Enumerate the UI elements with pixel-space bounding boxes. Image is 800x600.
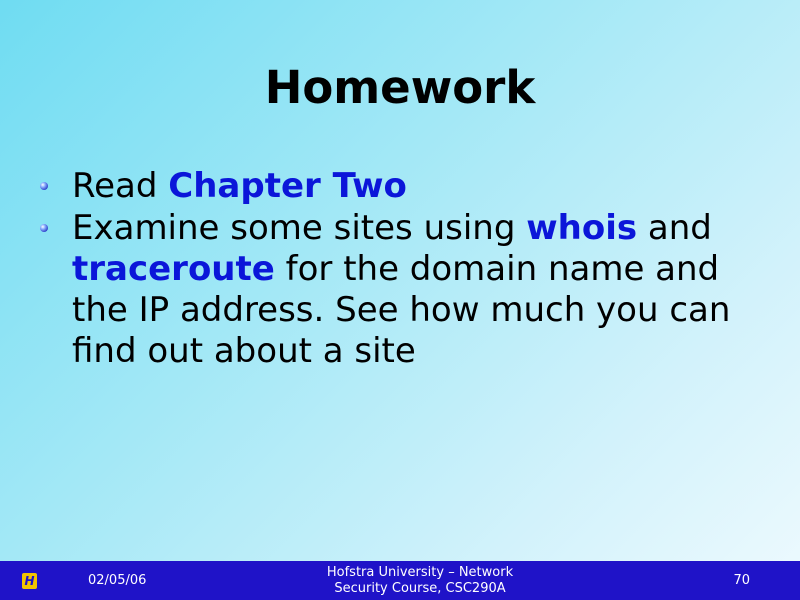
bullet-list (40, 166, 760, 373)
footer-course-line1: Hofstra University – Network (326, 565, 514, 580)
bullet-item (40, 208, 760, 372)
highlight-traceroute: traceroute (72, 249, 275, 289)
bullet-text: Examine some sites using (72, 208, 527, 248)
footer-bar (0, 561, 800, 600)
bullet-text: and (637, 208, 712, 248)
bullet-icon (40, 224, 48, 232)
footer-course-line2: Security Course, CSC290A (334, 581, 506, 596)
highlight-whois: whois (526, 208, 638, 248)
slide-title: Homework (264, 61, 536, 114)
bullet-icon (40, 182, 48, 190)
bullet-text: for the domain name and the IP address. See how much you can find out about a site (72, 249, 731, 371)
highlight-chapter-two: Chapter Two (168, 166, 407, 206)
bullet-item (40, 166, 760, 207)
hofstra-logo-icon: H (22, 573, 37, 589)
footer-course (300, 565, 540, 597)
page-number: 70 (733, 573, 750, 588)
footer-date: 02/05/06 (88, 573, 147, 588)
bullet-text: Read (72, 166, 169, 206)
